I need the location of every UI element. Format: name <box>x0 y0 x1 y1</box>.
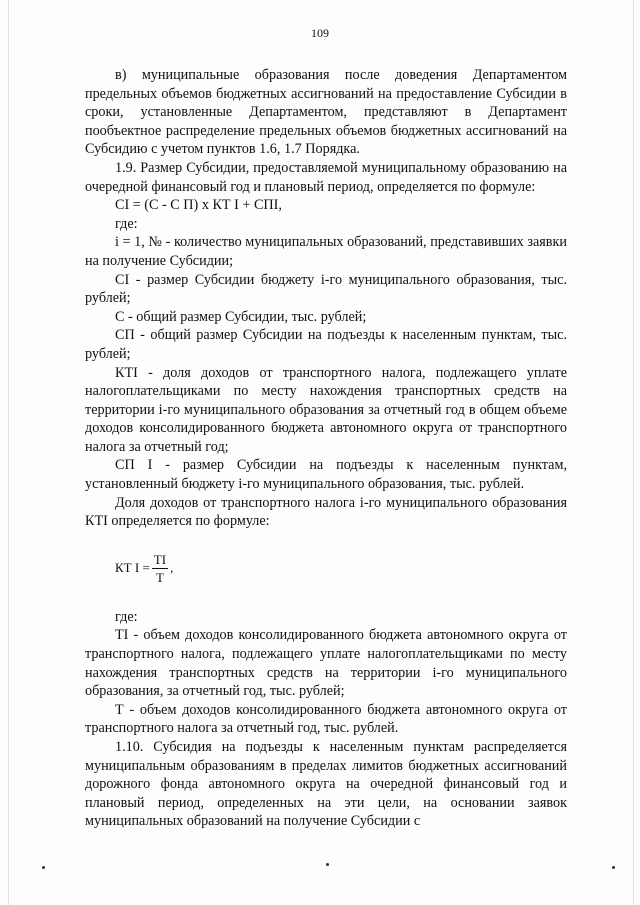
definition-sp: СП - общий размер Субсидии на подъезды к населенным пунктам, тыс. рублей; <box>85 327 567 362</box>
definition-ti: ТI - объем доходов консолидированного бюджета автономного округа от транспортного налога, подлежащего уплате налогоплательщиками по месту нахождения транспортных средств на территории i-го муниципального образования, за отчетный год, тыс. рублей; <box>85 627 567 700</box>
definition-kti: КТI - доля доходов от транспортного налога, подлежащего уплате налогоплательщиками по месту нахождения транспортных средств на территории i-го муниципального образования за отчетный год в общем объеме доходов консолидированного бюджета автономного округа от транспортного налога за отчетный год; <box>85 364 567 455</box>
page-number: 109 <box>311 26 329 40</box>
definition-spi: СП I - размер Субсидии на подъезды к населенным пунктам, установленный бюджету i-го муниципального образования, тыс. рублей. <box>85 457 567 493</box>
page-edge-right <box>633 0 634 905</box>
scan-dot <box>42 866 45 869</box>
definition-i: i = 1, № - количество муниципальных образований, представивших заявки на получение Субсидии; <box>85 234 567 269</box>
scan-dot <box>326 863 329 866</box>
formula-kti <box>115 551 567 586</box>
page-edge-left <box>8 0 9 905</box>
definition-t: Т - объем доходов консолидированного бюджета автономного округа от транспортного налога за отчетный год, тыс. рублей. <box>85 701 567 737</box>
document-body <box>85 66 567 831</box>
formula-kti-lhs: КТ I = <box>115 560 150 576</box>
formula-kti-suffix: , <box>170 560 174 576</box>
paragraph-1-10: 1.10. Субсидия на подъезды к населенным пунктам распределяется муниципальным образованиям в пределах лимитов бюджетных ассигнований дорожного фонда автономного округа на очередной финансовый год и плановый период, определенных на эти цели, на основании заявок муниципальных образований на получение Субсидии с <box>85 739 567 830</box>
definition-c: С - общий размер Субсидии, тыс. рублей; <box>115 308 367 325</box>
formula-kti-fraction <box>152 551 168 586</box>
formula-subsidy-size: СI = (С - С П) х КТ I + СПI, <box>115 197 282 214</box>
paragraph-subitem-v: в) муниципальные образования после доведения Департаментом предельных объемов бюджетных ассигнований на предоставление Субсидии в сроки, установленные Департаментом, представляют в Департамент пообъектное распределение предельных объемов бюджетных ассигнований на Субсидию с учетом пунктов 1.6, 1.7 Порядка. <box>85 67 567 158</box>
paragraph-1-9: 1.9. Размер Субсидии, предоставляемой муниципальному образованию на очередной финансовый год и плановый период, определяется по формуле: <box>85 159 567 195</box>
paragraph-kti-formula-intro: Доля доходов от транспортного налога i-го муниципального образования КТI определяется по формуле: <box>85 494 567 530</box>
formula-kti-denominator: Т <box>155 569 164 585</box>
where-label-2: где: <box>115 608 138 625</box>
scan-dot <box>612 866 615 869</box>
formula-kti-numerator: ТI <box>153 551 167 567</box>
definition-ci: СI - размер Субсидии бюджету i-го муниципального образования, тыс. рублей; <box>85 271 567 307</box>
where-label-1: где: <box>115 215 138 232</box>
